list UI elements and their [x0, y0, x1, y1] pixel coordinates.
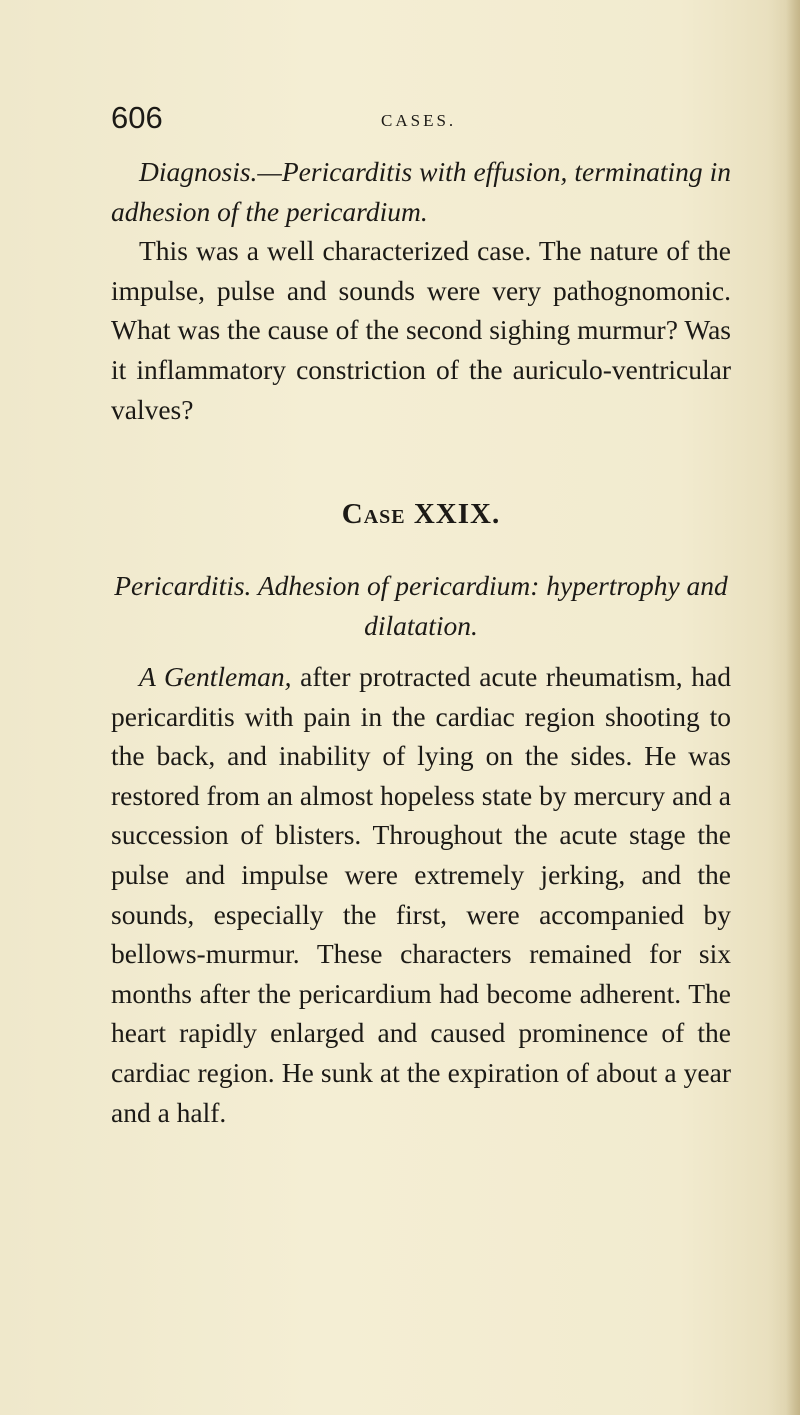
page-edge-shadow [786, 0, 800, 1415]
case-body-text: after protracted acute rheumatism, had pericarditis with pain in the cardiac region shooting to the back, and inability of lying on the sides. He was restored from an almost hopeless state by mercury and a succession of blisters. Throughout the acute stage the pulse and impulse were extremely jerking, and the sounds, especially the first, were accompanied by bellows-murmur. These characters remained for six months after the pericardium had become adherent. The heart rapidly enlarged and caused prominence of the cardiac region. He sunk at the expiration of about a year and a half. [111, 661, 731, 1128]
diagnosis-paragraph [111, 152, 731, 429]
case-heading: Case XXIX. [341, 498, 501, 530]
diagnosis-label: Diagnosis. [139, 156, 258, 187]
running-head: CASES. [381, 111, 457, 130]
diagnosis-dash: — [257, 156, 282, 187]
diagnosis-title: Pericarditis with effusion, terminating in adhesion of the pericardium. [111, 156, 731, 227]
case-lead: A Gentleman, [139, 661, 292, 692]
case-body-paragraph [111, 657, 731, 1132]
case-subtitle: Pericarditis. Adhesion of pericardium: hypertrophy and dilatation. [114, 570, 728, 641]
diagnosis-text: This was a well characterized case. The nature of the impulse, pulse and sounds were very pathognomonic. What was the cause of the second sighing murmur? Was it inflammatory constriction of the auriculo-ventricular valves? [111, 235, 731, 425]
page-header [111, 98, 731, 142]
page-number: 606 [111, 100, 163, 135]
